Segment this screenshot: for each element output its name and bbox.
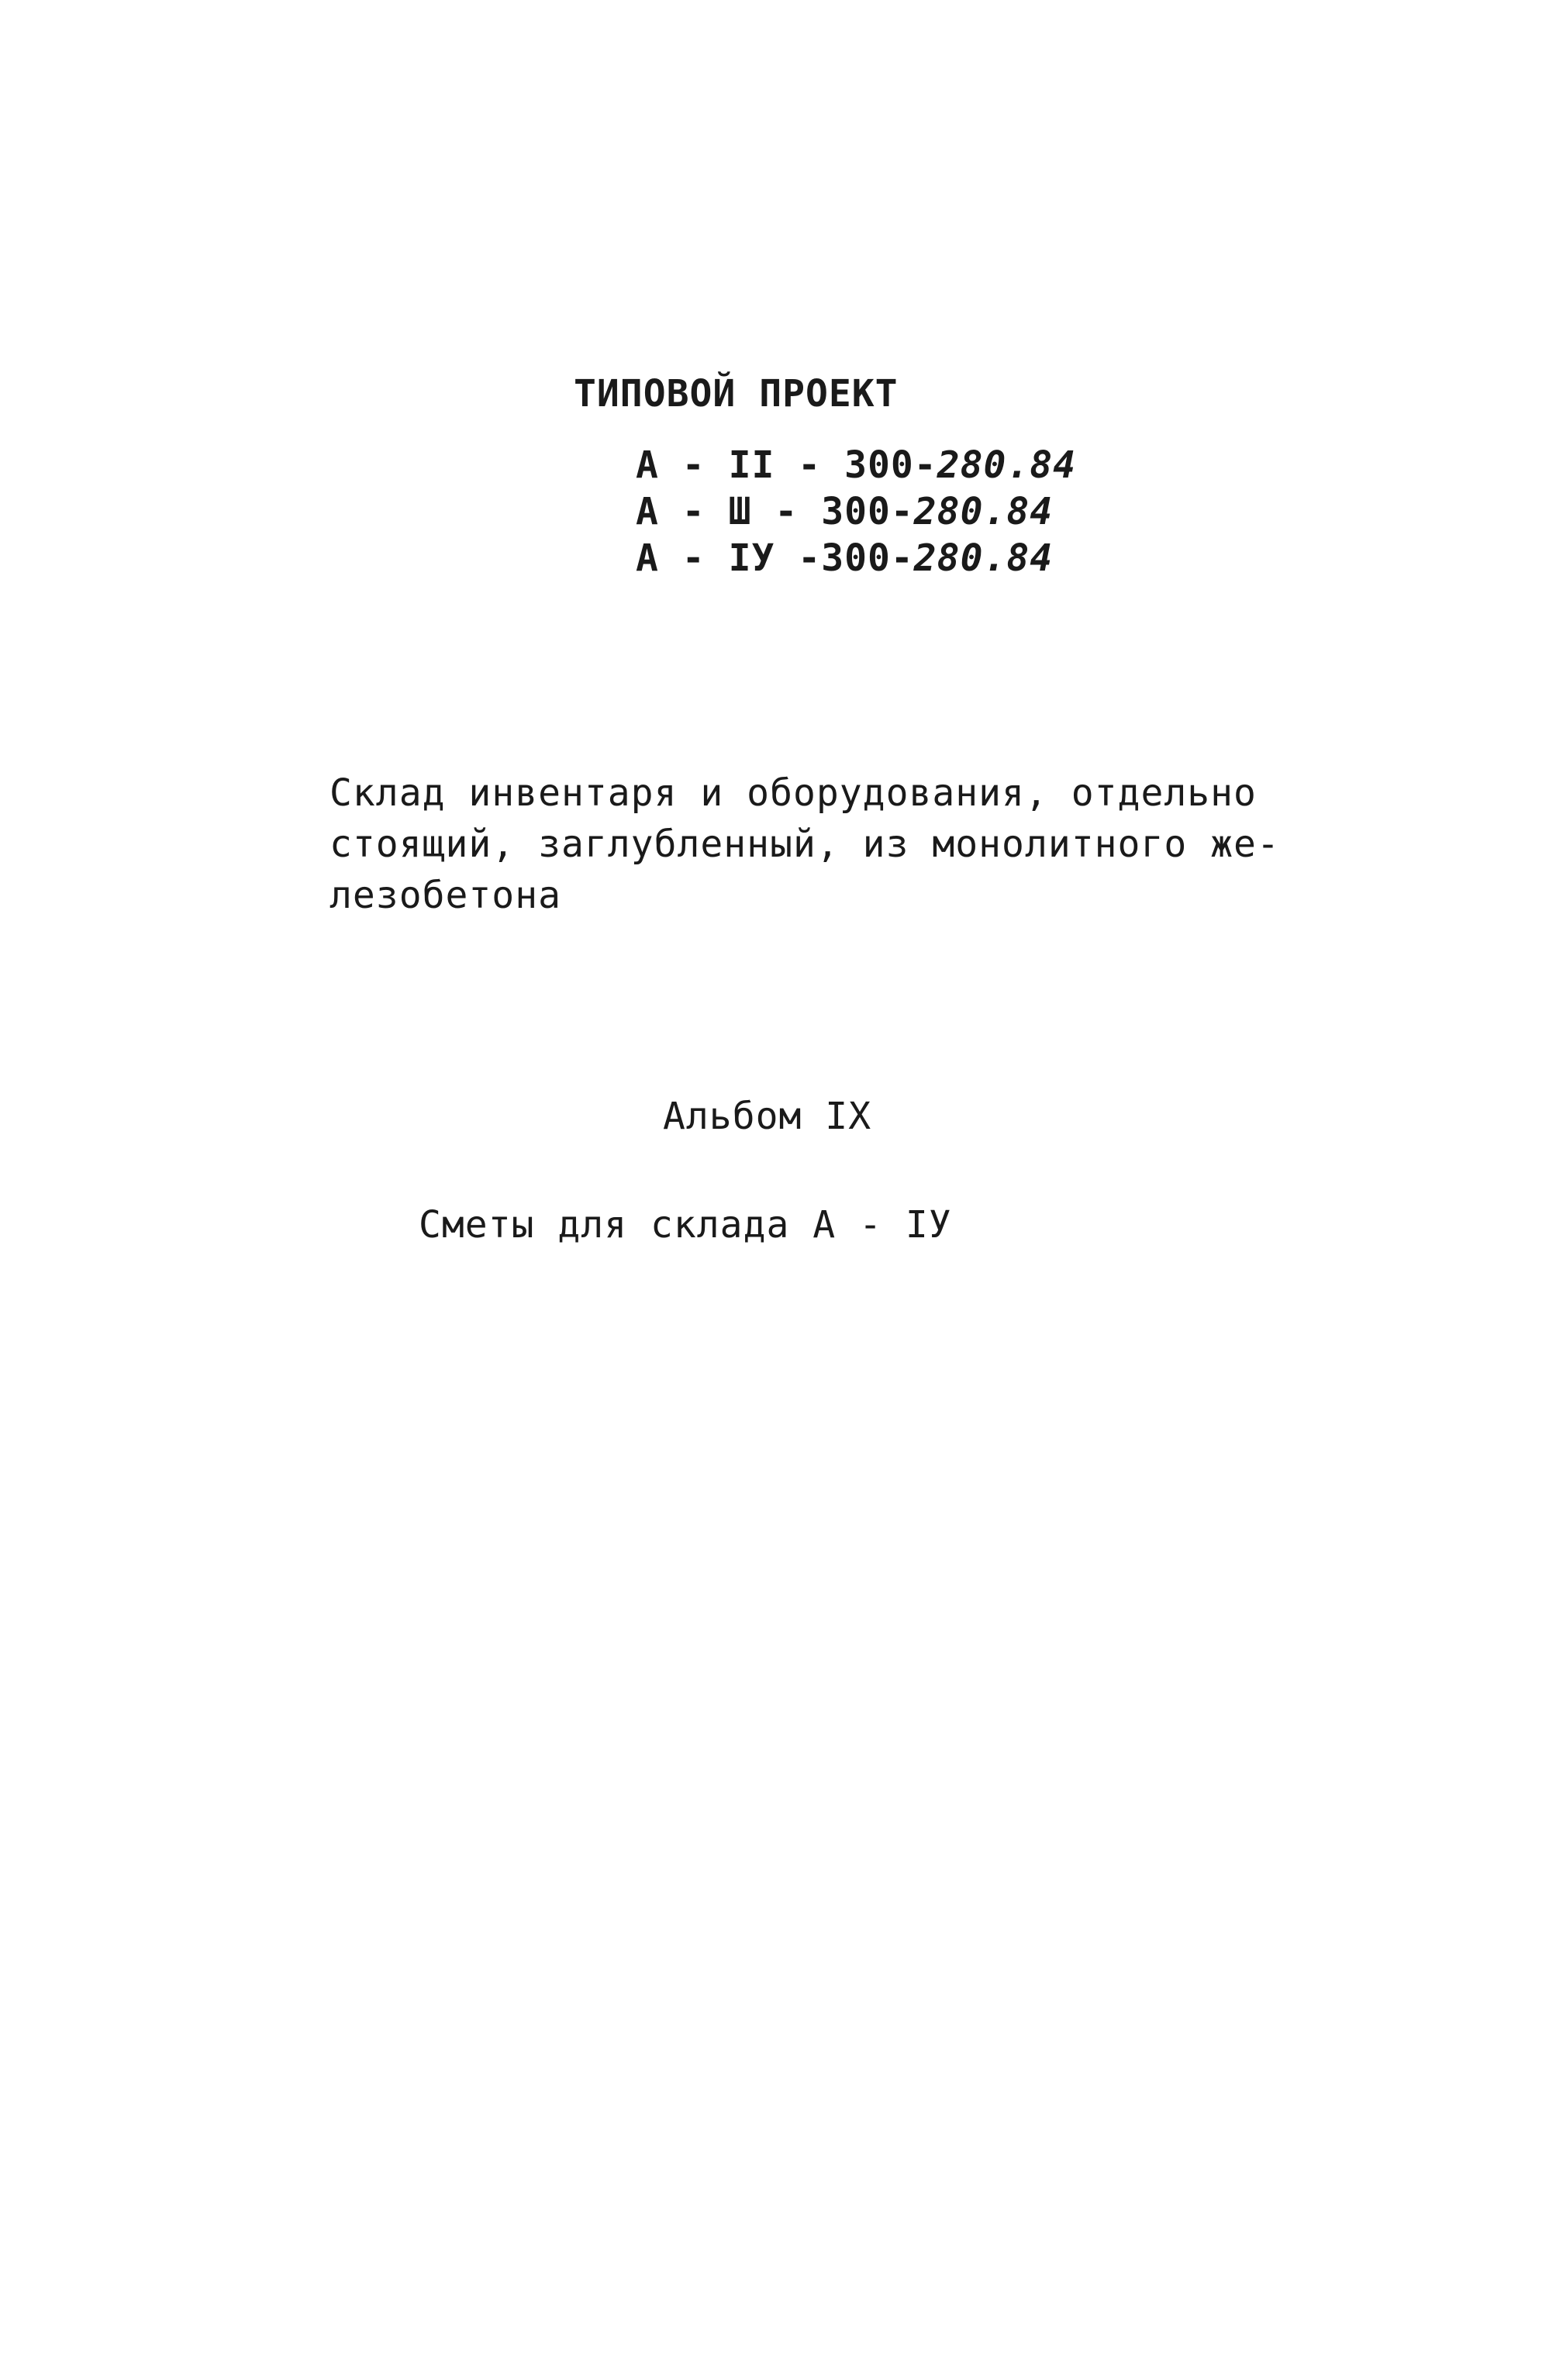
project-heading: ТИПОВОЙ ПРОЕКТ [574, 372, 899, 416]
project-code-number: 280.84 [913, 536, 1054, 580]
project-code-line [636, 535, 1076, 581]
project-codes [636, 442, 1076, 581]
description-line: Склад инвентаря и оборудования, отдельно [329, 771, 1257, 815]
album-label: Альбом IX [663, 1095, 872, 1138]
project-code-prefix: А - Ш - 300- [636, 490, 914, 533]
project-code-line [636, 442, 1076, 488]
project-code-number: 280.84 [937, 443, 1077, 487]
description-line: лезобетона [329, 874, 561, 917]
project-description [329, 767, 1280, 921]
estimates-label: Сметы для склада А - IУ [419, 1203, 952, 1247]
project-code-line [636, 488, 1076, 535]
project-code-number: 280.84 [913, 490, 1054, 533]
project-code-prefix: А - II - 300- [636, 443, 937, 487]
project-code-prefix: А - IУ -300- [636, 536, 914, 580]
description-line: стоящий, заглубленный, из монолитного же- [329, 823, 1280, 866]
